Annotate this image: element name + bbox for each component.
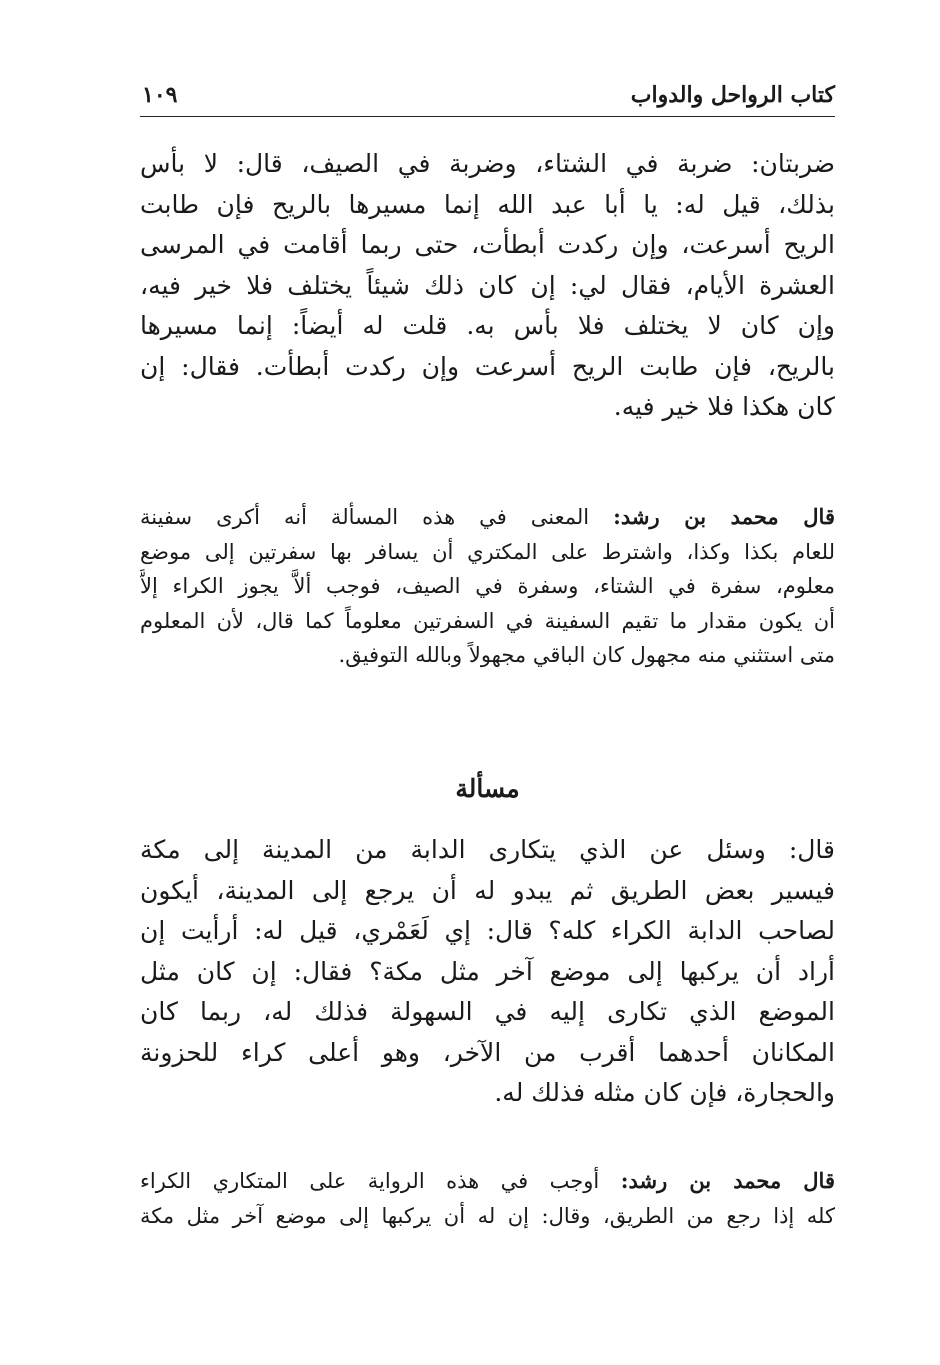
text-line: للعام بكذا وكذا، واشترط على المكتري أن يسافر بها سفرتين إلى موضع: [140, 539, 835, 564]
page-number: ١٠٩: [142, 82, 178, 108]
running-title: كتاب الرواحل والدواب: [630, 82, 835, 108]
text-line: المكانان أحدهما أقرب من الآخر، وهو أعلى كراء للحزونة: [140, 1037, 835, 1067]
section-heading: مسألة: [455, 774, 520, 803]
main-paragraph-2: [140, 830, 835, 1114]
commentary-text: أوجب في هذه الرواية على المتكاري الكراء: [140, 1169, 600, 1193]
text-line: أن يكون مقدار ما تقيم السفينة في السفرتين معلوماً كما قال، لأن المعلوم: [140, 608, 835, 633]
text-line: الموضع الذي تكارى إليه في السهولة فذلك له، ربما كان: [140, 997, 835, 1026]
text-line: ضربتان: ضربة في الشتاء، وضربة في الصيف، قال: لا بأس: [140, 149, 835, 178]
commentary-paragraph-1: [140, 500, 835, 673]
text-line: بذلك، قيل له: يا أبا عبد الله إنما مسيرها بالريح فإن طابت: [140, 189, 835, 219]
text-line: بالريح، فإن طابت الريح أسرعت وإن ركدت أبطأت. فقال: إن: [140, 351, 835, 381]
text-line: كله إذا رجع من الطريق، وقال: إن له أن يركبها إلى موضع آخر مثل مكة: [140, 1203, 835, 1228]
commentary-speaker: قال محمد بن رشد:: [620, 1168, 835, 1193]
text-line: والحجارة، فإن كان مثله فذلك له.: [494, 1078, 835, 1107]
text-line: أراد أن يركبها إلى موضع آخر مثل مكة؟ فقال: إن كان مثل: [140, 956, 835, 986]
text-line: وإن كان لا يختلف فلا بأس به. قلت له أيضاً: إنما مسيرها: [140, 311, 835, 340]
text-line: العشرة الأيام، فقال لي: إن كان ذلك شيئاً يختلف فلا خير فيه،: [140, 270, 835, 300]
text-line: فيسير بعض الطريق ثم يبدو له أن يرجع إلى المدينة، أيكون: [140, 875, 835, 905]
commentary-paragraph-2: [140, 1164, 835, 1233]
text-line: كان هكذا فلا خير فيه.: [613, 392, 835, 421]
text-line: قال: وسئل عن الذي يتكارى الدابة من المدينة إلى مكة: [140, 835, 835, 864]
main-paragraph-1: [140, 144, 835, 428]
text-line: لصاحب الدابة الكراء كله؟ قال: إي لَعَمْري، قيل له: أرأيت إن: [140, 916, 835, 945]
text-line: متى استثني منه مجهول كان الباقي مجهولاً وبالله التوفيق.: [338, 643, 835, 667]
text-line: الريح أسرعت، وإن ركدت أبطأت، حتى ربما أقامت في المرسى: [140, 230, 835, 259]
text-line: معلوم، سفرة في الشتاء، وسفرة في الصيف، فوجب ألاَّ يجوز الكراء إلاَّ: [140, 574, 835, 598]
commentary-text: المعنى في هذه المسألة أنه أكرى سفينة: [140, 505, 590, 529]
commentary-first-line: [140, 1164, 835, 1199]
commentary-first-line: [140, 500, 835, 535]
page-header: [140, 80, 835, 117]
commentary-speaker: قال محمد بن رشد:: [613, 504, 835, 529]
